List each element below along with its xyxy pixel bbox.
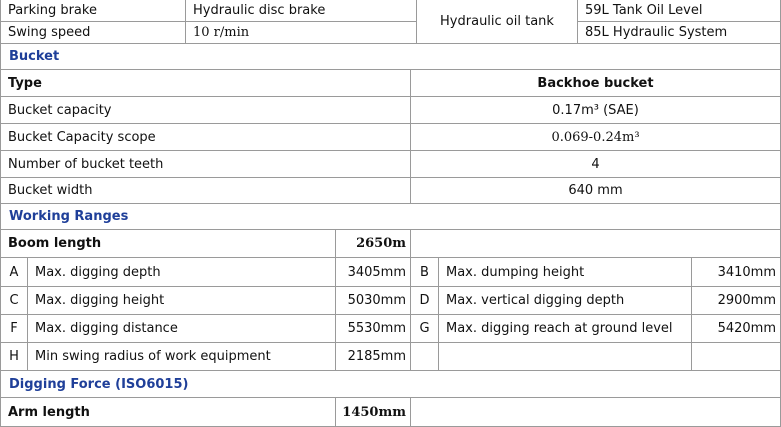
hydraulic-oil-tank-cell-wrap: [0, 0, 781, 44]
digging-force-title: Digging Force (ISO6015): [0, 371, 781, 398]
boom-length-label: Boom length: [0, 230, 336, 258]
range-code: C: [0, 287, 28, 315]
range-label: [439, 343, 692, 371]
arm-length-value: 1450mm: [336, 398, 411, 427]
row-bucket-capacity: [0, 97, 781, 124]
range-value: 2185mm: [336, 343, 411, 371]
range-label: Max. vertical digging depth: [439, 287, 692, 315]
arm-length-label: Arm length: [0, 398, 336, 427]
bucket-width-label: Bucket width: [0, 178, 411, 204]
bucket-teeth-label: Number of bucket teeth: [0, 151, 411, 178]
hydraulic-oil-tank-label: Hydraulic oil tank: [417, 0, 578, 44]
type-value: Backhoe bucket: [411, 70, 781, 97]
working-range-row: [0, 258, 781, 287]
swing-speed-label: Swing speed: [0, 22, 186, 44]
working-range-row: [0, 287, 781, 315]
bucket-width-value: 640 mm: [411, 178, 781, 204]
hydraulic-system: 85L Hydraulic System: [578, 22, 781, 44]
boom-length-value: 2650m: [336, 230, 411, 258]
bucket-scope-label: Bucket Capacity scope: [0, 124, 411, 151]
range-value: 5420mm: [692, 315, 781, 343]
range-value: [692, 343, 781, 371]
range-code: F: [0, 315, 28, 343]
row-bucket-width: [0, 178, 781, 204]
range-code: G: [411, 315, 439, 343]
tank-oil-level: 59L Tank Oil Level: [578, 0, 781, 22]
range-code: B: [411, 258, 439, 287]
boom-length-empty: [411, 230, 781, 258]
working-ranges-title: Working Ranges: [0, 204, 781, 230]
range-label: Max. digging height: [28, 287, 336, 315]
row-bucket-type: [0, 70, 781, 97]
parking-brake-value: Hydraulic disc brake: [186, 0, 417, 22]
range-label: Max. dumping height: [439, 258, 692, 287]
range-code: A: [0, 258, 28, 287]
row-arm-length: [0, 398, 781, 427]
bucket-section-title: Bucket: [0, 44, 781, 70]
working-range-row: [0, 315, 781, 343]
row-boom-length: [0, 230, 781, 258]
range-value: 3410mm: [692, 258, 781, 287]
range-value: 5030mm: [336, 287, 411, 315]
range-label: Max. digging distance: [28, 315, 336, 343]
swing-speed-value: 10 r/min: [186, 22, 417, 44]
range-value: 3405mm: [336, 258, 411, 287]
type-label: Type: [0, 70, 411, 97]
range-value: 2900mm: [692, 287, 781, 315]
arm-length-empty: [411, 398, 781, 427]
bucket-scope-value: 0.069-0.24m³: [411, 124, 781, 151]
working-range-row: [0, 343, 781, 371]
range-label: Max. digging depth: [28, 258, 336, 287]
row-bucket-scope: [0, 124, 781, 151]
range-label: Max. digging reach at ground level: [439, 315, 692, 343]
parking-brake-label: Parking brake: [0, 0, 186, 22]
row-bucket-teeth: [0, 151, 781, 178]
range-code: [411, 343, 439, 371]
bucket-capacity-value: 0.17m³ (SAE): [411, 97, 781, 124]
range-label: Min swing radius of work equipment: [28, 343, 336, 371]
bucket-teeth-value: 4: [411, 151, 781, 178]
bucket-capacity-label: Bucket capacity: [0, 97, 411, 124]
range-value: 5530mm: [336, 315, 411, 343]
range-code: H: [0, 343, 28, 371]
range-code: D: [411, 287, 439, 315]
